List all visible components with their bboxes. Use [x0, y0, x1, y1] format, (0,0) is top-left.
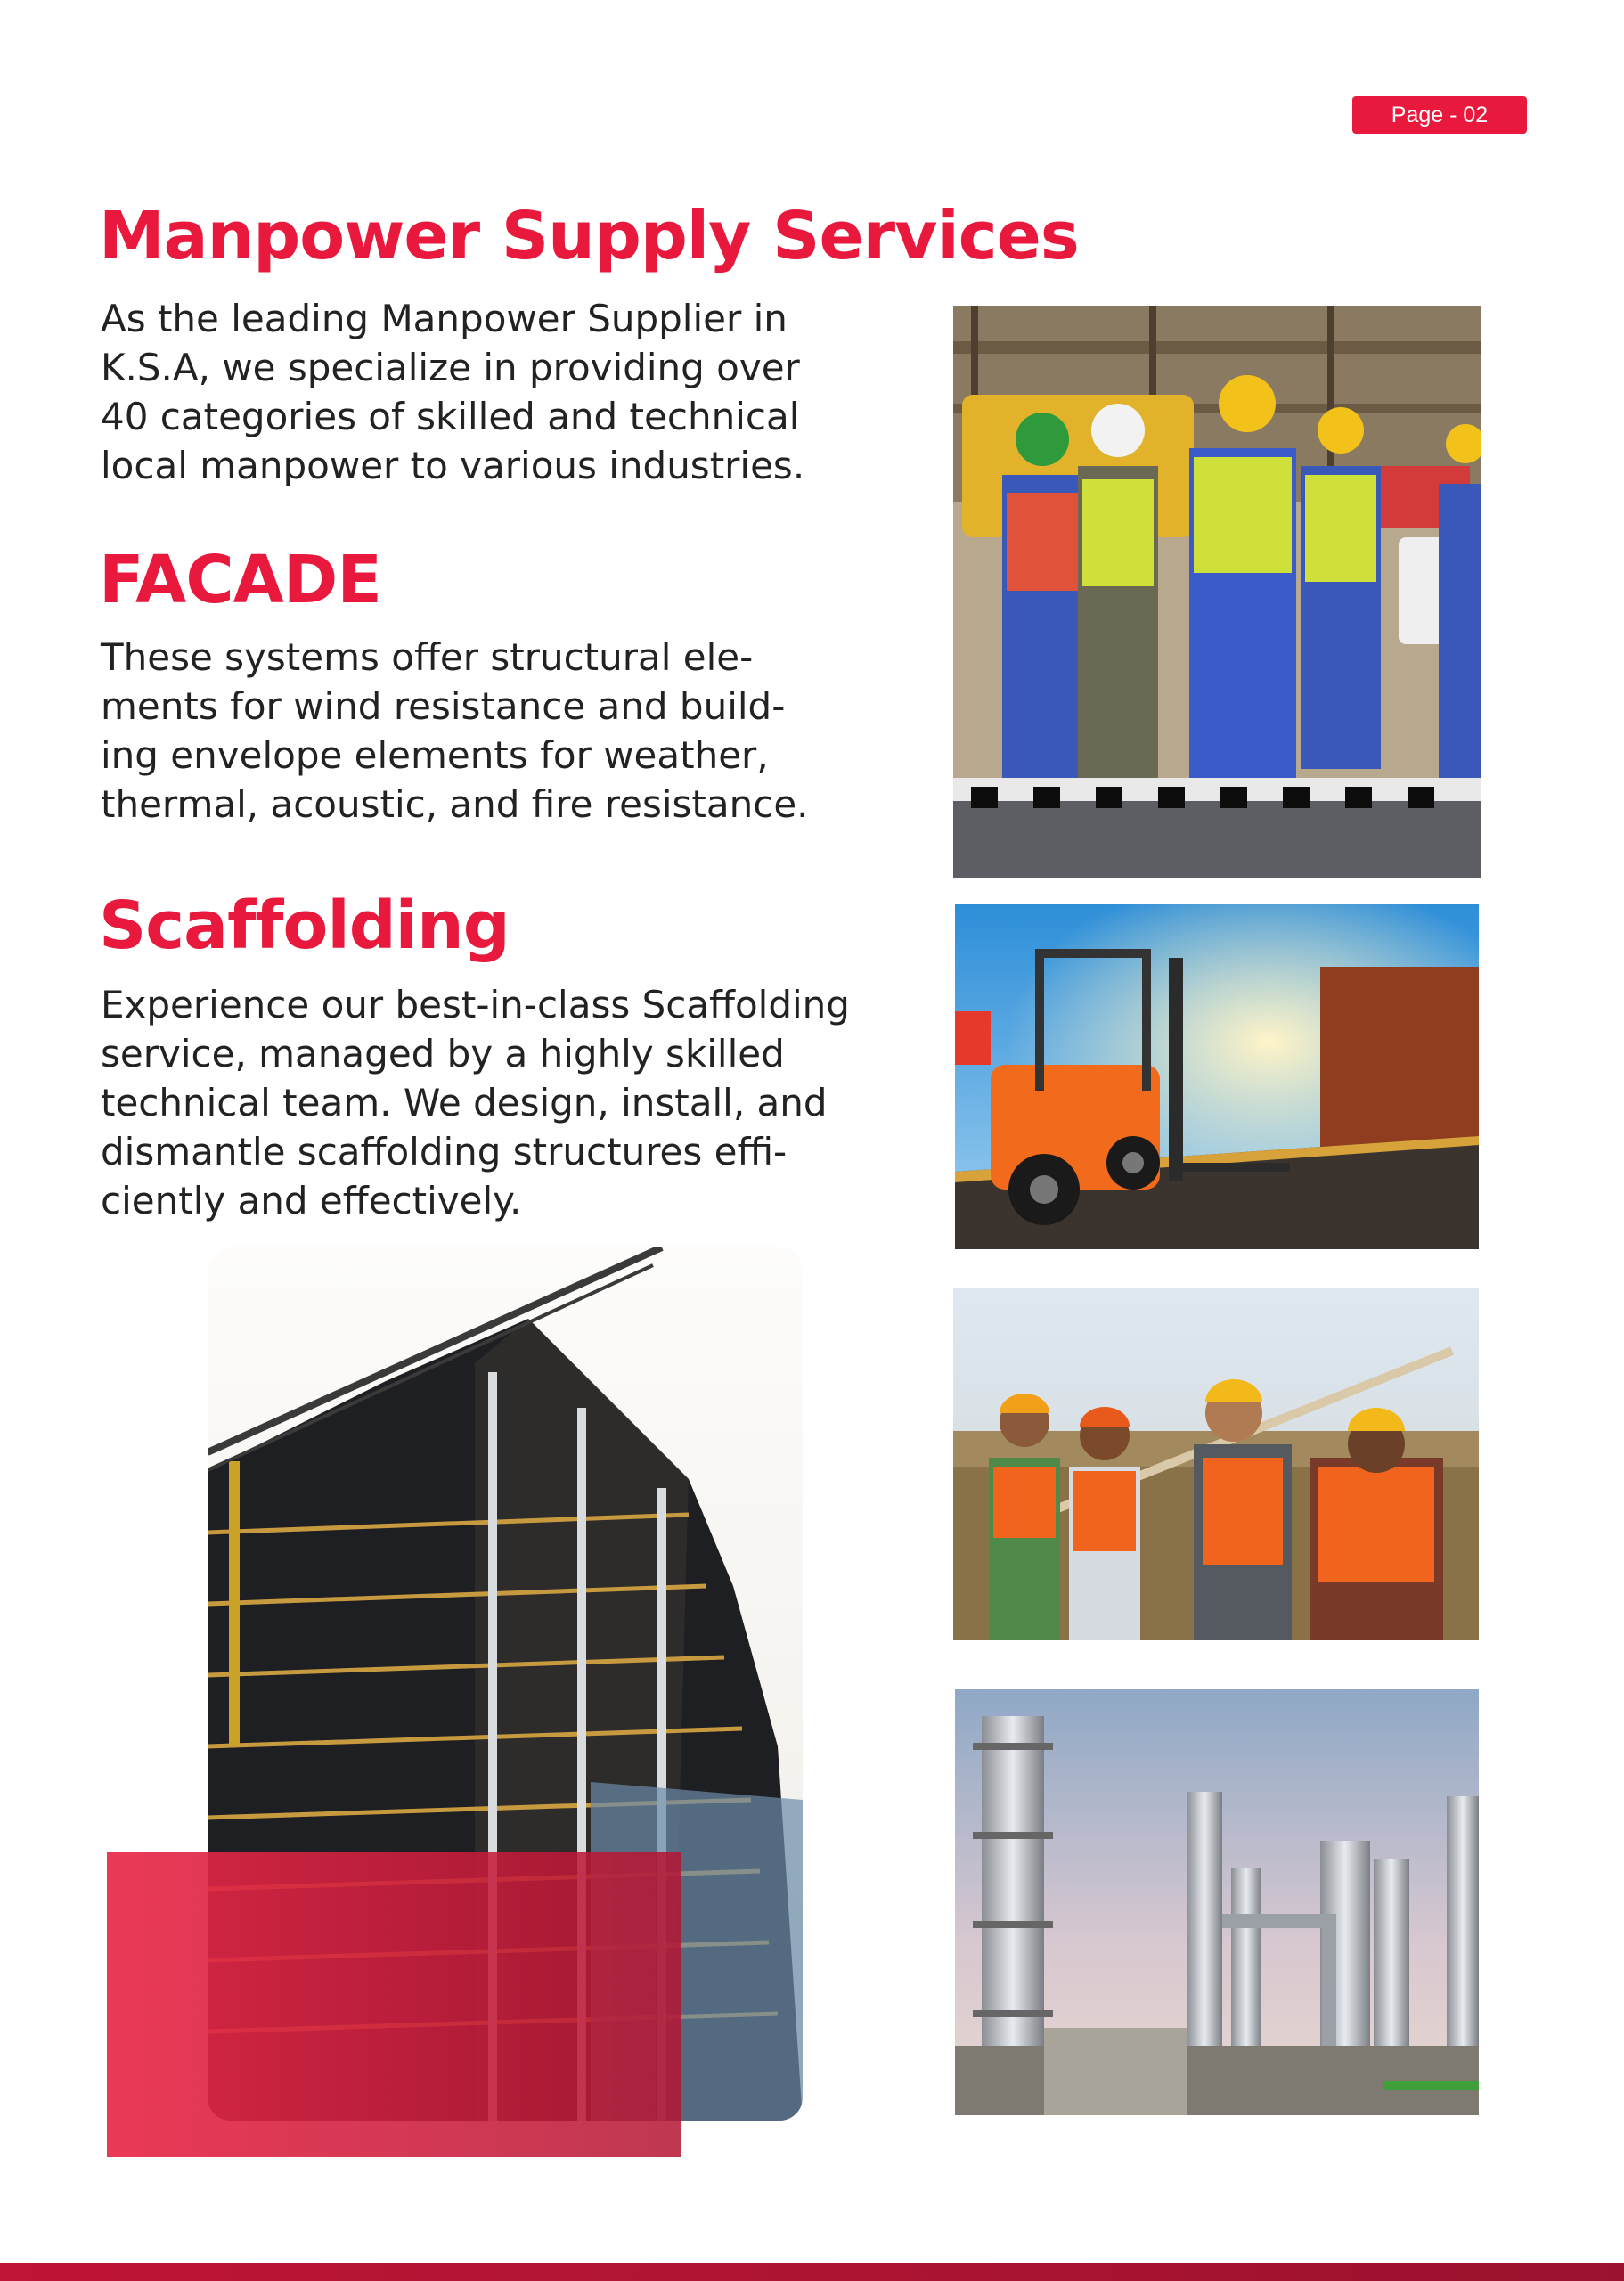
scaffolding-heading: Scaffolding [99, 887, 510, 964]
footer-bar [0, 2263, 1624, 2281]
manpower-description: As the leading Manpower Supplier in K.S.A, we specialize in providing over 40 categories of skilled and technical local manpower to various industries. [101, 297, 805, 487]
scaffolding-description: Experience our best-in-class Scaffolding service, managed by a highly skilled technical team. We design, install, and dismantle scaffolding structures effi- ciently and effectively. [101, 983, 850, 1222]
workers-pulling-photo [953, 1288, 1479, 1640]
forklift-photo [955, 904, 1479, 1249]
manpower-heading: Manpower Supply Services [99, 198, 1079, 274]
refinery-photo [955, 1689, 1479, 2115]
facade-heading: FACADE [99, 542, 381, 618]
workers-photo [953, 306, 1481, 878]
facade-description: These systems offer structural ele- ments for wind resistance and build- ing envelope elements for weather, thermal, acoustic, and fire resistance. [101, 635, 809, 826]
red-accent-block [107, 1852, 681, 2157]
page-number-badge: Page - 02 [1352, 96, 1527, 134]
